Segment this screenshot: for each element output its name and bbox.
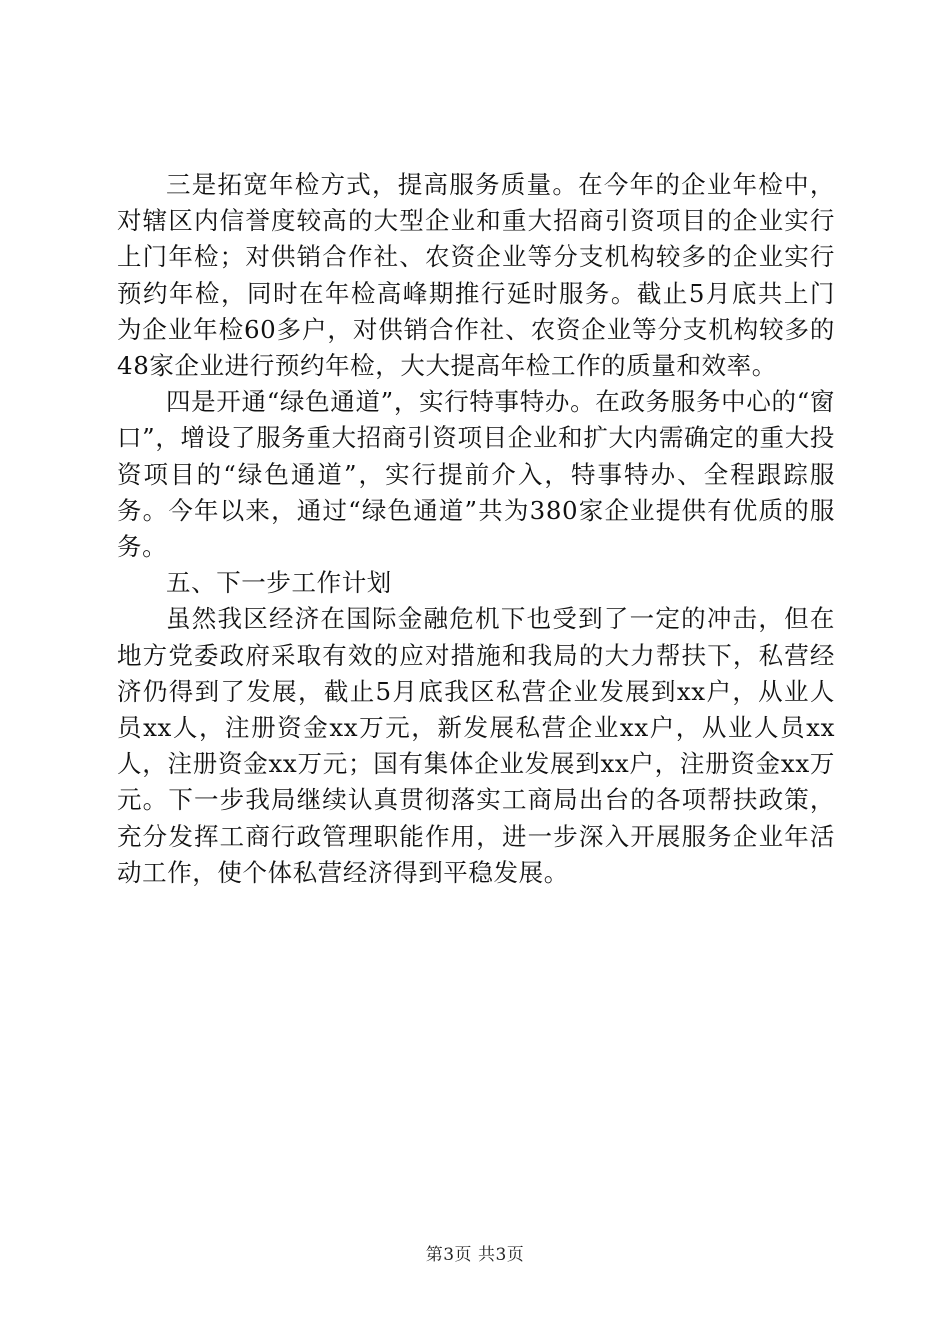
document-body bbox=[117, 167, 835, 891]
paragraph-inspection-methods: 三是拓宽年检方式，提高服务质量。在今年的企业年检中，对辖区内信誉度较高的大型企业和重大招商引资项目的企业实行上门年检；对供销合作社、农资企业等分支机构较多的企业实行预约年检，同时在年检高峰期推行延时服务。截止5月底共上门为企业年检60多户，对供销合作社、农资企业等分支机构较多的48家企业进行预约年检，大大提高年检工作的质量和效率。 bbox=[117, 170, 835, 381]
paragraph-green-channel: 四是开通“绿色通道”，实行特事特办。在政务服务中心的“窗口”，增设了服务重大招商引资项目企业和扩大内需确定的重大投资项目的“绿色通道”，实行提前介入，特事特办、全程跟踪服务。今年以来，通过“绿色通道”共为380家企业提供有优质的服务。 bbox=[117, 387, 835, 562]
paragraph-next-steps: 虽然我区经济在国际金融危机下也受到了一定的冲击，但在地方党委政府采取有效的应对措施和我局的大力帮扶下，私营经济仍得到了发展，截止5月底我区私营企业发展到xx户，从业人员xx人，注册资金xx万元，新发展私营企业xx户，从业人员xx人，注册资金xx万元；国有集体企业发展到xx户，注册资金xx万元。下一步我局继续认真贯彻落实工商局出台的各项帮扶政策，充分发挥工商行政管理职能作用，进一步深入开展服务企业年活动工作，使个体私营经济得到平稳发展。 bbox=[117, 604, 835, 887]
section-heading-next-steps: 五、下一步工作计划 bbox=[166, 568, 392, 598]
page-number-footer: 第3页 共3页 bbox=[425, 1245, 525, 1265]
